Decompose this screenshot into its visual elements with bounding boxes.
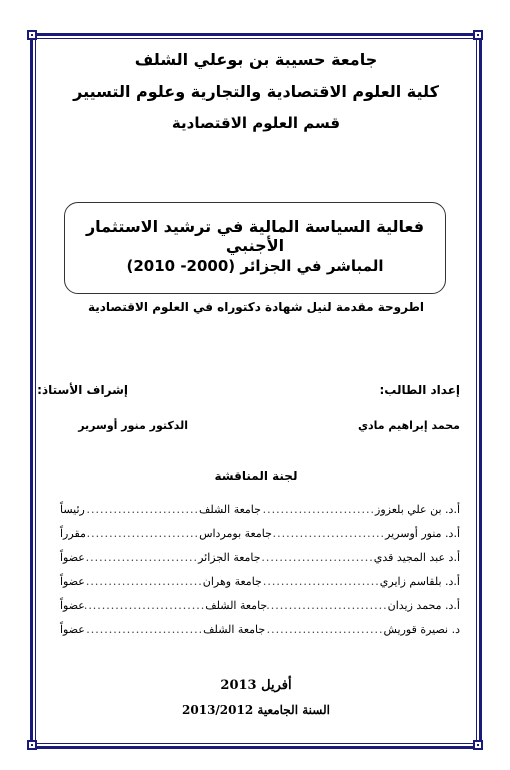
- supervisor-name: الدكتور منور أوسرير: [78, 419, 188, 432]
- dot-leader: [85, 551, 198, 564]
- corner-ornament-icon: [27, 30, 37, 40]
- member-institution: جامعة الشلف: [205, 599, 268, 612]
- committee-member-row: [60, 492, 460, 516]
- member-role: عضواً: [59, 623, 85, 636]
- committee-member-row: [60, 516, 460, 540]
- thesis-subtitle: اطروحة مقدمة لنيل شهادة دكتوراه في العلوم الاقتصادية: [87, 300, 425, 314]
- committee-member-row: [60, 564, 460, 588]
- supervised-by-label: إشراف الأستاذ:: [37, 383, 128, 397]
- member-institution: جامعة الجزائر: [198, 551, 261, 564]
- member-role: رئيساً: [60, 503, 85, 516]
- member-name: أ.د. محمد زيدان: [387, 599, 460, 612]
- member-name: أ.د. بلقاسم زايري: [379, 575, 460, 588]
- member-name: أ.د عبد المجيد قدي: [373, 551, 460, 564]
- dot-leader: [267, 599, 387, 612]
- dot-leader: [272, 527, 385, 540]
- dot-leader: [85, 503, 199, 516]
- thesis-title-line2: المباشر في الجزائر (2000- 2010): [126, 257, 384, 275]
- dot-leader: [85, 623, 203, 636]
- dot-leader: [86, 527, 199, 540]
- dot-leader: [261, 503, 375, 516]
- dot-leader: [262, 575, 380, 588]
- department-name: قسم العلوم الاقتصادية: [171, 114, 341, 132]
- member-name: د. نصيرة قوريش: [383, 623, 460, 636]
- dot-leader: [85, 599, 205, 612]
- member-name: أ.د. منور أوسرير: [385, 527, 460, 540]
- committee-member-row: [60, 612, 460, 636]
- corner-ornament-icon: [473, 740, 483, 750]
- dot-leader: [85, 575, 203, 588]
- member-institution: جامعة الشلف: [198, 503, 261, 516]
- member-role: عضواً: [60, 575, 85, 588]
- committee-member-row: [60, 540, 460, 564]
- dot-leader: [265, 623, 383, 636]
- member-role: عضواً: [59, 599, 85, 612]
- academic-year: السنة الجامعية 2013/2012: [182, 703, 330, 717]
- committee-list: [60, 492, 460, 636]
- student-name: محمد إبراهيم مادي: [357, 419, 460, 432]
- thesis-title-box: [64, 202, 446, 294]
- university-name: جامعة حسيبة بن بوعلي الشلف: [134, 50, 378, 69]
- member-institution: جامعة بومرداس: [199, 527, 272, 540]
- faculty-name: كلية العلوم الاقتصادية والتجارية وعلوم التسيير: [73, 82, 439, 101]
- thesis-title-line1: فعالية السياسة المالية في ترشيد الاستثمار الأجنبي: [85, 217, 425, 255]
- committee-member-row: [60, 588, 460, 612]
- member-institution: جامعة وهران: [202, 575, 262, 588]
- committee-title: لجنة المناقشة: [214, 469, 298, 483]
- submission-date: أفريل 2013: [220, 678, 292, 693]
- corner-ornament-icon: [27, 740, 37, 750]
- prepared-by-label: إعداد الطالب:: [379, 383, 460, 397]
- member-name: أ.د. بن علي بلعزوز: [375, 503, 460, 516]
- member-role: عضواً: [60, 551, 85, 564]
- member-role: مقرراً: [60, 527, 86, 540]
- corner-ornament-icon: [473, 30, 483, 40]
- member-institution: جامعة الشلف: [203, 623, 266, 636]
- dot-leader: [261, 551, 374, 564]
